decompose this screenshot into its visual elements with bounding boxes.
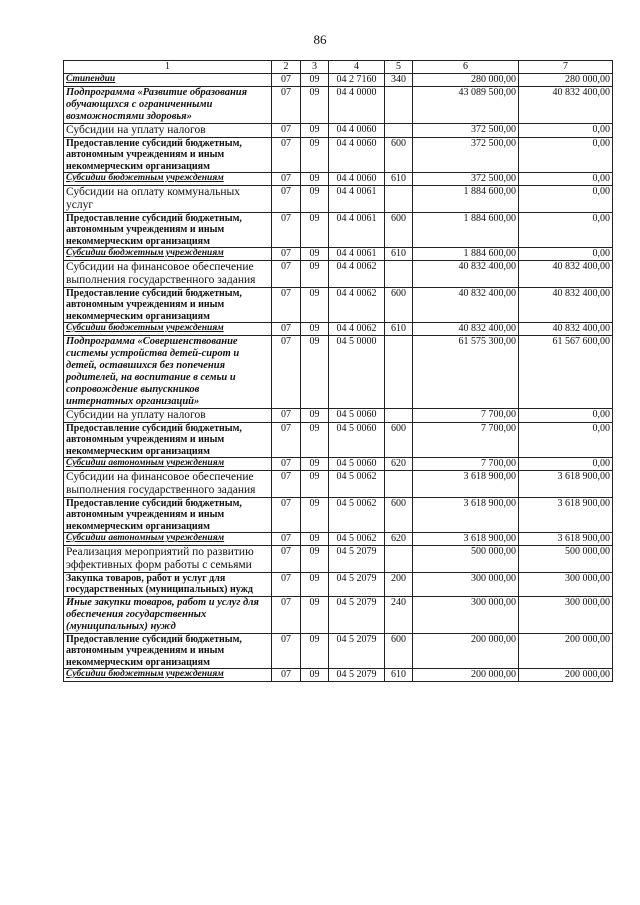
target-article-cell: 04 4 0060 bbox=[329, 137, 385, 173]
expense-type-cell bbox=[385, 185, 413, 212]
amount-year1-cell: 200 000,00 bbox=[413, 633, 519, 669]
amount-year2-cell: 0,00 bbox=[519, 137, 613, 173]
subsection-code-cell: 09 bbox=[301, 212, 329, 248]
expense-type-cell bbox=[385, 408, 413, 422]
target-article-cell: 04 5 0062 bbox=[329, 470, 385, 497]
section-code-cell: 07 bbox=[272, 287, 301, 323]
expense-type-cell bbox=[385, 470, 413, 497]
expense-type-cell: 600 bbox=[385, 497, 413, 533]
column-header: 6 bbox=[413, 61, 519, 74]
expense-type-cell bbox=[385, 123, 413, 137]
amount-year2-cell: 40 832 400,00 bbox=[519, 260, 613, 287]
amount-year1-cell: 40 832 400,00 bbox=[413, 287, 519, 323]
amount-year1-cell: 43 089 500,00 bbox=[413, 86, 519, 123]
table-row bbox=[64, 248, 613, 261]
expense-type-cell bbox=[385, 335, 413, 408]
expense-type-cell: 240 bbox=[385, 596, 413, 633]
item-name-cell: Субсидии на уплату налогов bbox=[64, 408, 272, 422]
column-header: 7 bbox=[519, 61, 613, 74]
subsection-code-cell: 09 bbox=[301, 86, 329, 123]
table-row bbox=[64, 335, 613, 408]
item-name-cell: Подпрограмма «Совершенствование системы устройства детей-сирот и детей, оставшихся без попечения родителей, на воспитание в семьи и сопровождение выпускников интернатных организаций» bbox=[64, 335, 272, 408]
target-article-cell: 04 4 0000 bbox=[329, 86, 385, 123]
amount-year2-cell: 0,00 bbox=[519, 173, 613, 186]
amount-year2-cell: 0,00 bbox=[519, 212, 613, 248]
section-code-cell: 07 bbox=[272, 458, 301, 471]
section-code-cell: 07 bbox=[272, 633, 301, 669]
expense-type-cell bbox=[385, 260, 413, 287]
section-code-cell: 07 bbox=[272, 470, 301, 497]
column-header: 2 bbox=[272, 61, 301, 74]
section-code-cell: 07 bbox=[272, 572, 301, 596]
section-code-cell: 07 bbox=[272, 335, 301, 408]
amount-year1-cell: 280 000,00 bbox=[413, 74, 519, 87]
amount-year1-cell: 3 618 900,00 bbox=[413, 497, 519, 533]
page-number: 86 bbox=[313, 32, 327, 47]
target-article-cell: 04 4 0062 bbox=[329, 260, 385, 287]
amount-year2-cell: 200 000,00 bbox=[519, 633, 613, 669]
target-article-cell: 04 5 2079 bbox=[329, 596, 385, 633]
target-article-cell: 04 5 2079 bbox=[329, 572, 385, 596]
table-row bbox=[64, 86, 613, 123]
subsection-code-cell: 09 bbox=[301, 533, 329, 546]
expense-type-cell: 600 bbox=[385, 633, 413, 669]
item-name-cell: Подпрограмма «Развитие образования обучающихся с ограниченными возможностями здоровья» bbox=[64, 86, 272, 123]
target-article-cell: 04 4 0062 bbox=[329, 287, 385, 323]
amount-year1-cell: 500 000,00 bbox=[413, 545, 519, 572]
subsection-code-cell: 09 bbox=[301, 335, 329, 408]
subsection-code-cell: 09 bbox=[301, 458, 329, 471]
amount-year2-cell: 500 000,00 bbox=[519, 545, 613, 572]
target-article-cell: 04 5 0062 bbox=[329, 497, 385, 533]
expense-type-cell: 610 bbox=[385, 669, 413, 682]
table-row bbox=[64, 74, 613, 87]
amount-year1-cell: 300 000,00 bbox=[413, 572, 519, 596]
table-row bbox=[64, 422, 613, 458]
item-name-cell: Предоставление субсидий бюджетным, автономным учреждениям и иным некоммерческим организациям bbox=[64, 212, 272, 248]
expense-type-cell: 340 bbox=[385, 74, 413, 87]
target-article-cell: 04 4 0061 bbox=[329, 212, 385, 248]
item-name-cell: Стипендии bbox=[64, 74, 272, 87]
column-header: 5 bbox=[385, 61, 413, 74]
section-code-cell: 07 bbox=[272, 260, 301, 287]
subsection-code-cell: 09 bbox=[301, 248, 329, 261]
table-row bbox=[64, 212, 613, 248]
item-name-cell: Закупка товаров, работ и услуг для государственных (муниципальных) нужд bbox=[64, 572, 272, 596]
subsection-code-cell: 09 bbox=[301, 123, 329, 137]
section-code-cell: 07 bbox=[272, 545, 301, 572]
amount-year2-cell: 40 832 400,00 bbox=[519, 323, 613, 336]
subsection-code-cell: 09 bbox=[301, 669, 329, 682]
table-row bbox=[64, 572, 613, 596]
table-row bbox=[64, 533, 613, 546]
section-code-cell: 07 bbox=[272, 86, 301, 123]
target-article-cell: 04 5 0060 bbox=[329, 458, 385, 471]
item-name-cell: Реализация мероприятий по развитию эффективных форм работы с семьями bbox=[64, 545, 272, 572]
section-code-cell: 07 bbox=[272, 74, 301, 87]
subsection-code-cell: 09 bbox=[301, 633, 329, 669]
target-article-cell: 04 4 0060 bbox=[329, 173, 385, 186]
amount-year2-cell: 300 000,00 bbox=[519, 572, 613, 596]
amount-year1-cell: 7 700,00 bbox=[413, 458, 519, 471]
amount-year2-cell: 0,00 bbox=[519, 422, 613, 458]
amount-year1-cell: 40 832 400,00 bbox=[413, 323, 519, 336]
section-code-cell: 07 bbox=[272, 497, 301, 533]
section-code-cell: 07 bbox=[272, 185, 301, 212]
expense-type-cell: 200 bbox=[385, 572, 413, 596]
item-name-cell: Иные закупки товаров, работ и услуг для обеспечения государственных (муниципальных) нужд bbox=[64, 596, 272, 633]
expense-type-cell: 620 bbox=[385, 458, 413, 471]
table-row bbox=[64, 458, 613, 471]
item-name-cell: Субсидии на уплату налогов bbox=[64, 123, 272, 137]
target-article-cell: 04 4 0061 bbox=[329, 185, 385, 212]
item-name-cell: Субсидии на финансовое обеспечение выполнения государственного задания bbox=[64, 260, 272, 287]
subsection-code-cell: 09 bbox=[301, 596, 329, 633]
table-row bbox=[64, 185, 613, 212]
section-code-cell: 07 bbox=[272, 533, 301, 546]
target-article-cell: 04 5 2079 bbox=[329, 633, 385, 669]
subsection-code-cell: 09 bbox=[301, 408, 329, 422]
expense-type-cell: 600 bbox=[385, 287, 413, 323]
amount-year2-cell: 40 832 400,00 bbox=[519, 86, 613, 123]
amount-year1-cell: 1 884 600,00 bbox=[413, 185, 519, 212]
amount-year2-cell: 40 832 400,00 bbox=[519, 287, 613, 323]
target-article-cell: 04 4 0060 bbox=[329, 123, 385, 137]
section-code-cell: 07 bbox=[272, 173, 301, 186]
amount-year2-cell: 61 567 600,00 bbox=[519, 335, 613, 408]
target-article-cell: 04 5 0062 bbox=[329, 533, 385, 546]
item-name-cell: Субсидии бюджетным учреждениям bbox=[64, 173, 272, 186]
item-name-cell: Предоставление субсидий бюджетным, автономным учреждениям и иным некоммерческим организациям bbox=[64, 287, 272, 323]
table-row bbox=[64, 408, 613, 422]
amount-year2-cell: 0,00 bbox=[519, 123, 613, 137]
column-header: 4 bbox=[329, 61, 385, 74]
amount-year1-cell: 61 575 300,00 bbox=[413, 335, 519, 408]
item-name-cell: Субсидии автономным учреждениям bbox=[64, 533, 272, 546]
table-row bbox=[64, 323, 613, 336]
table-row bbox=[64, 123, 613, 137]
subsection-code-cell: 09 bbox=[301, 185, 329, 212]
subsection-code-cell: 09 bbox=[301, 287, 329, 323]
table-row bbox=[64, 173, 613, 186]
amount-year1-cell: 372 500,00 bbox=[413, 137, 519, 173]
table-row bbox=[64, 596, 613, 633]
amount-year1-cell: 300 000,00 bbox=[413, 596, 519, 633]
subsection-code-cell: 09 bbox=[301, 572, 329, 596]
target-article-cell: 04 5 0000 bbox=[329, 335, 385, 408]
section-code-cell: 07 bbox=[272, 137, 301, 173]
table-row bbox=[64, 669, 613, 682]
subsection-code-cell: 09 bbox=[301, 323, 329, 336]
amount-year1-cell: 3 618 900,00 bbox=[413, 533, 519, 546]
expense-type-cell: 610 bbox=[385, 323, 413, 336]
section-code-cell: 07 bbox=[272, 248, 301, 261]
section-code-cell: 07 bbox=[272, 422, 301, 458]
table-row bbox=[64, 633, 613, 669]
subsection-code-cell: 09 bbox=[301, 497, 329, 533]
item-name-cell: Предоставление субсидий бюджетным, автономным учреждениям и иным некоммерческим организациям bbox=[64, 633, 272, 669]
amount-year2-cell: 3 618 900,00 bbox=[519, 497, 613, 533]
expense-type-cell: 620 bbox=[385, 533, 413, 546]
section-code-cell: 07 bbox=[272, 123, 301, 137]
table-row bbox=[64, 545, 613, 572]
table-row bbox=[64, 287, 613, 323]
amount-year2-cell: 200 000,00 bbox=[519, 669, 613, 682]
subsection-code-cell: 09 bbox=[301, 74, 329, 87]
item-name-cell: Субсидии бюджетным учреждениям bbox=[64, 323, 272, 336]
expense-type-cell: 600 bbox=[385, 422, 413, 458]
amount-year2-cell: 0,00 bbox=[519, 185, 613, 212]
target-article-cell: 04 5 0060 bbox=[329, 408, 385, 422]
item-name-cell: Предоставление субсидий бюджетным, автономным учреждениям и иным некоммерческим организациям bbox=[64, 137, 272, 173]
amount-year1-cell: 7 700,00 bbox=[413, 422, 519, 458]
subsection-code-cell: 09 bbox=[301, 545, 329, 572]
expense-type-cell: 600 bbox=[385, 137, 413, 173]
target-article-cell: 04 2 7160 bbox=[329, 74, 385, 87]
amount-year2-cell: 0,00 bbox=[519, 458, 613, 471]
subsection-code-cell: 09 bbox=[301, 422, 329, 458]
target-article-cell: 04 4 0061 bbox=[329, 248, 385, 261]
item-name-cell: Субсидии на финансовое обеспечение выполнения государственного задания bbox=[64, 470, 272, 497]
expense-type-cell: 610 bbox=[385, 248, 413, 261]
table-row bbox=[64, 470, 613, 497]
subsection-code-cell: 09 bbox=[301, 470, 329, 497]
item-name-cell: Субсидии на оплату коммунальных услуг bbox=[64, 185, 272, 212]
section-code-cell: 07 bbox=[272, 212, 301, 248]
subsection-code-cell: 09 bbox=[301, 260, 329, 287]
item-name-cell: Предоставление субсидий бюджетным, автономным учреждениям и иным некоммерческим организациям bbox=[64, 497, 272, 533]
amount-year1-cell: 40 832 400,00 bbox=[413, 260, 519, 287]
table-row bbox=[64, 137, 613, 173]
target-article-cell: 04 4 0062 bbox=[329, 323, 385, 336]
subsection-code-cell: 09 bbox=[301, 137, 329, 173]
amount-year1-cell: 7 700,00 bbox=[413, 408, 519, 422]
target-article-cell: 04 5 0060 bbox=[329, 422, 385, 458]
section-code-cell: 07 bbox=[272, 408, 301, 422]
amount-year2-cell: 300 000,00 bbox=[519, 596, 613, 633]
amount-year1-cell: 1 884 600,00 bbox=[413, 212, 519, 248]
section-code-cell: 07 bbox=[272, 596, 301, 633]
budget-table bbox=[63, 60, 613, 682]
amount-year2-cell: 3 618 900,00 bbox=[519, 533, 613, 546]
amount-year1-cell: 200 000,00 bbox=[413, 669, 519, 682]
expense-type-cell: 600 bbox=[385, 212, 413, 248]
amount-year1-cell: 372 500,00 bbox=[413, 123, 519, 137]
amount-year1-cell: 372 500,00 bbox=[413, 173, 519, 186]
amount-year2-cell: 0,00 bbox=[519, 248, 613, 261]
expense-type-cell bbox=[385, 545, 413, 572]
section-code-cell: 07 bbox=[272, 323, 301, 336]
table-row bbox=[64, 497, 613, 533]
subsection-code-cell: 09 bbox=[301, 173, 329, 186]
table-row bbox=[64, 260, 613, 287]
expense-type-cell: 610 bbox=[385, 173, 413, 186]
item-name-cell: Субсидии бюджетным учреждениям bbox=[64, 669, 272, 682]
column-header: 1 bbox=[64, 61, 272, 74]
amount-year2-cell: 280 000,00 bbox=[519, 74, 613, 87]
section-code-cell: 07 bbox=[272, 669, 301, 682]
table-header-row bbox=[64, 61, 613, 74]
target-article-cell: 04 5 2079 bbox=[329, 545, 385, 572]
target-article-cell: 04 5 2079 bbox=[329, 669, 385, 682]
amount-year1-cell: 3 618 900,00 bbox=[413, 470, 519, 497]
item-name-cell: Субсидии автономным учреждениям bbox=[64, 458, 272, 471]
amount-year2-cell: 0,00 bbox=[519, 408, 613, 422]
expense-type-cell bbox=[385, 86, 413, 123]
column-header: 3 bbox=[301, 61, 329, 74]
item-name-cell: Предоставление субсидий бюджетным, автономным учреждениям и иным некоммерческим организациям bbox=[64, 422, 272, 458]
amount-year2-cell: 3 618 900,00 bbox=[519, 470, 613, 497]
amount-year1-cell: 1 884 600,00 bbox=[413, 248, 519, 261]
item-name-cell: Субсидии бюджетным учреждениям bbox=[64, 248, 272, 261]
